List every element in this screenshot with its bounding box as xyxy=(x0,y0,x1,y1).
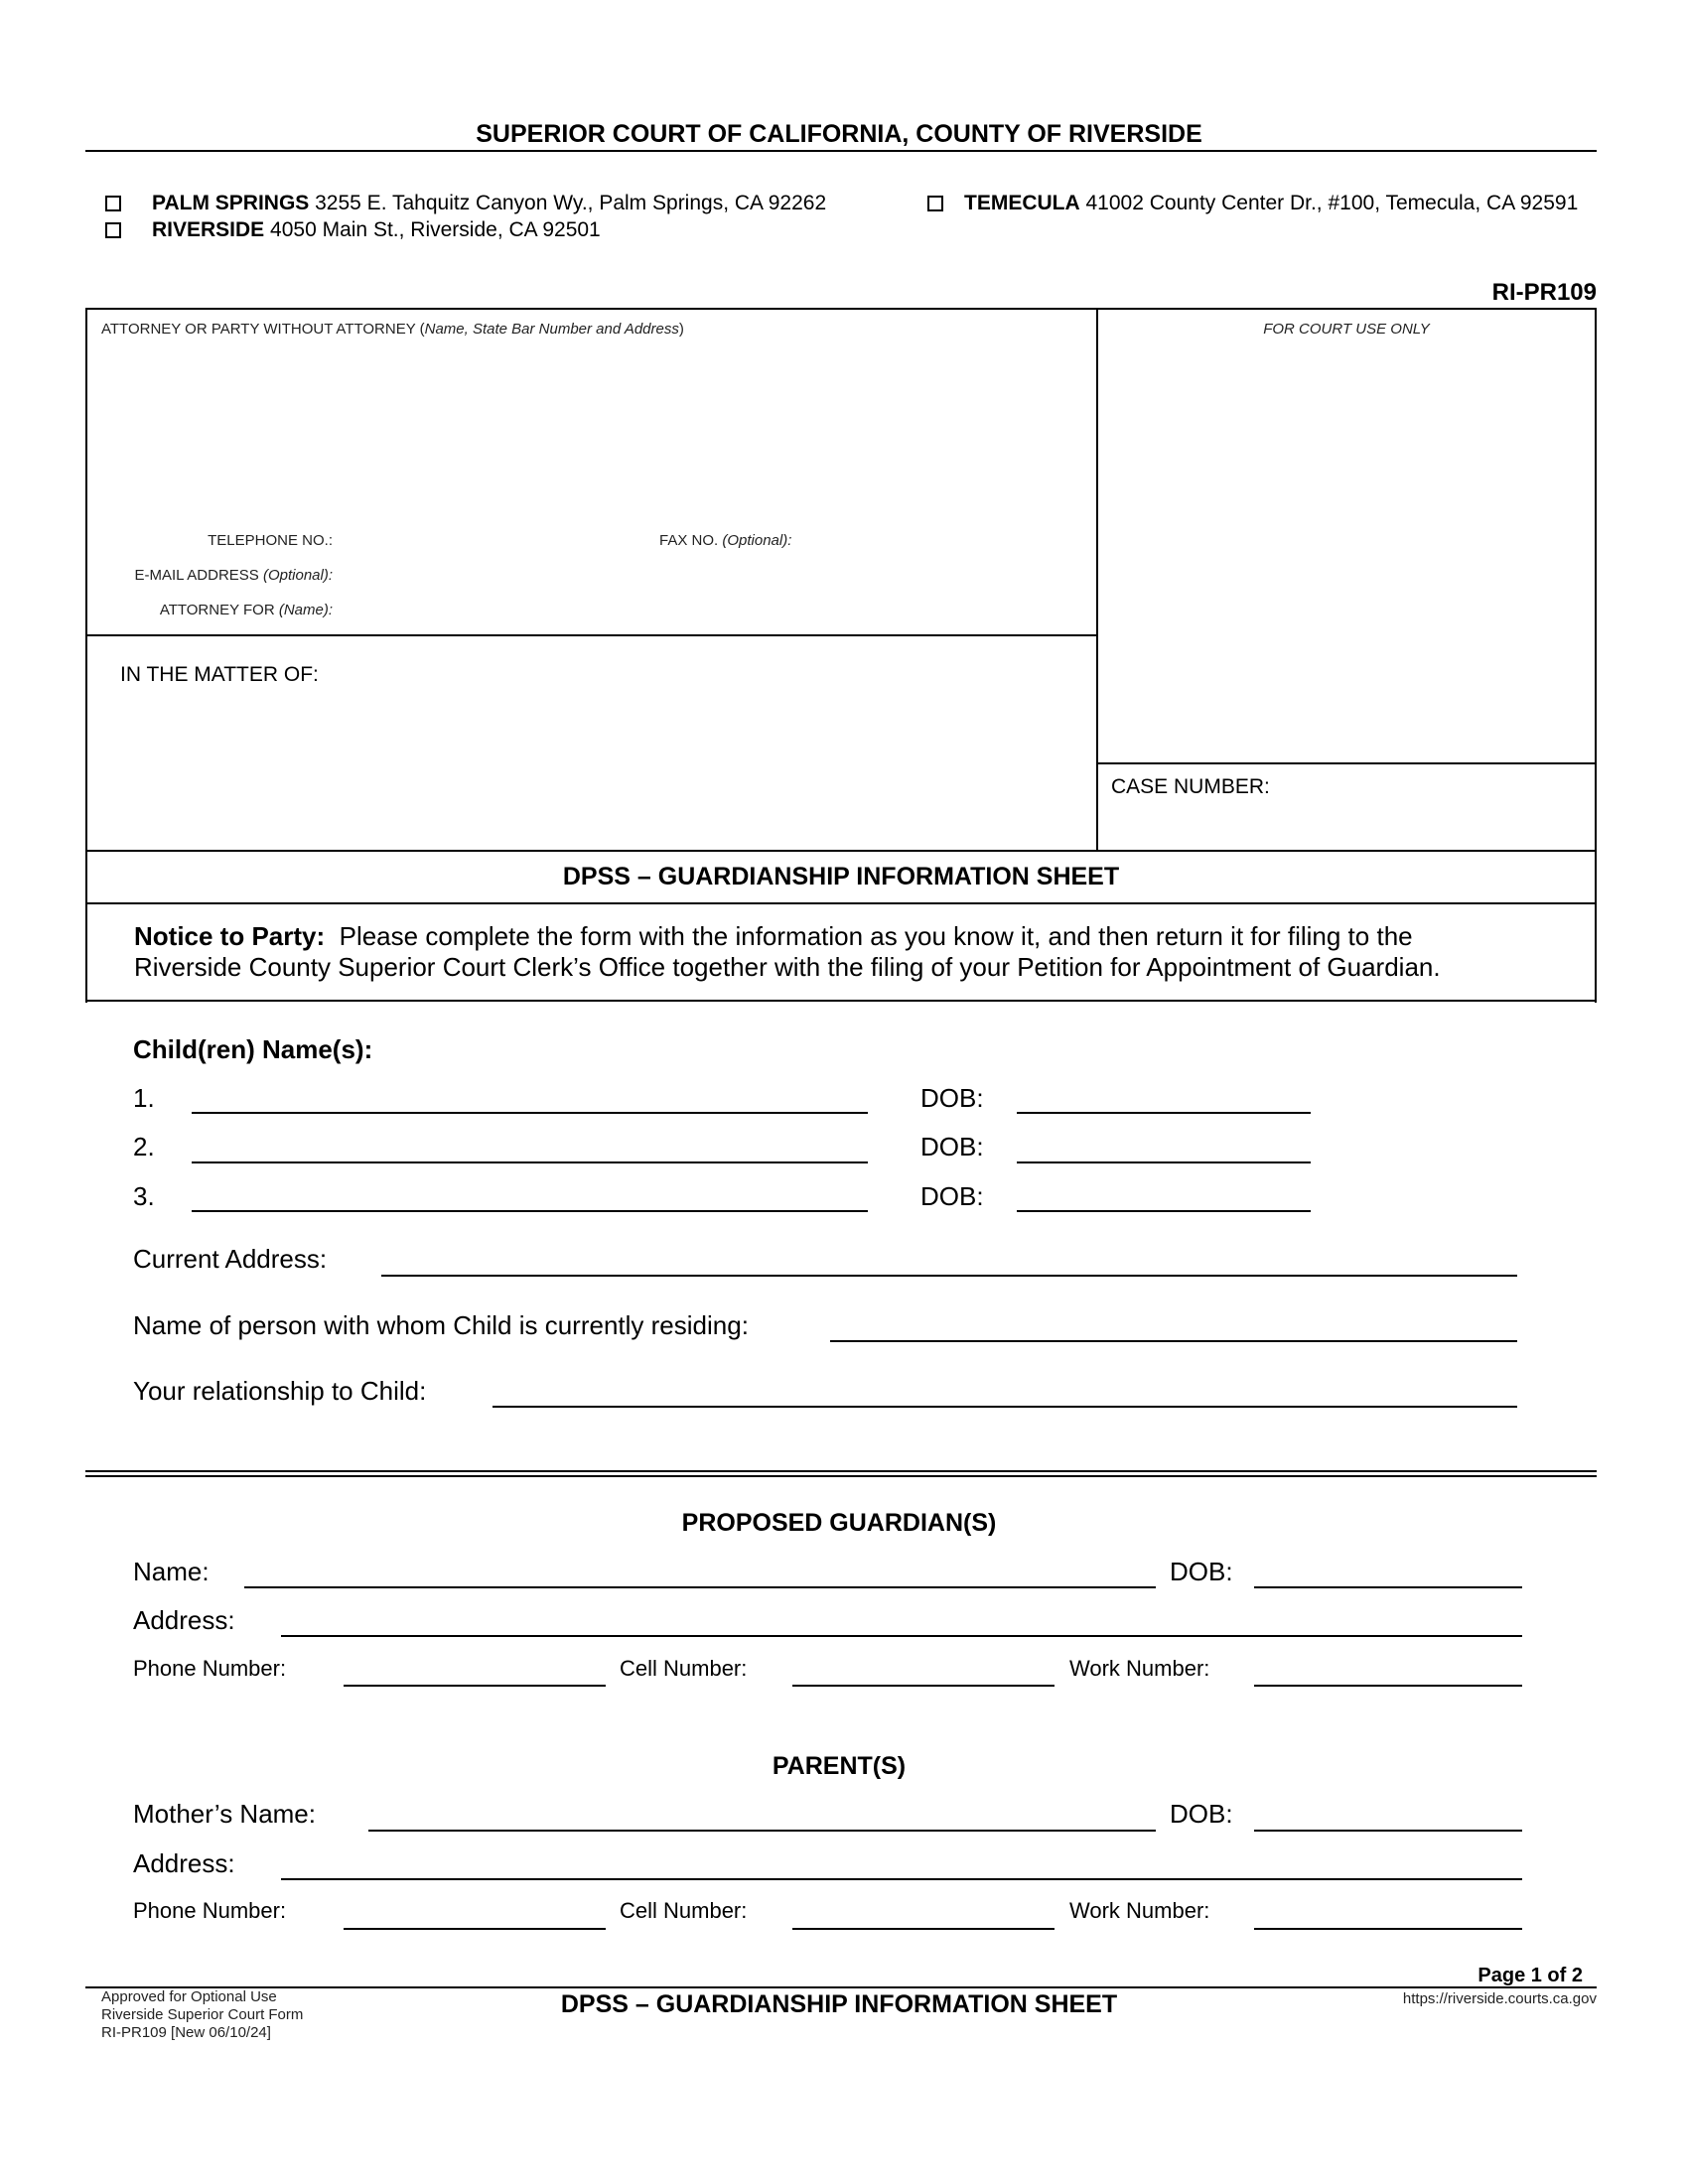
mother-dob-label: DOB: xyxy=(1170,1799,1233,1829)
child-2-dob-field[interactable] xyxy=(1017,1161,1311,1163)
attorney-for-label: ATTORNEY FOR (Name): xyxy=(159,602,333,618)
mother-phone-field[interactable] xyxy=(344,1928,606,1930)
mother-phone-label: Phone Number: xyxy=(133,1898,287,1923)
notice-bottom xyxy=(85,1000,1597,1002)
location-riverside xyxy=(152,218,601,242)
title-bottom xyxy=(85,902,1597,904)
location-name: TEMECULA xyxy=(964,192,1080,214)
guardian-name-label: Name: xyxy=(133,1557,210,1586)
location-name: RIVERSIDE xyxy=(152,218,265,241)
current-address-field[interactable] xyxy=(381,1275,1517,1277)
residing-with-label: Name of person with whom Child is currently residing: xyxy=(133,1310,749,1340)
header-rule xyxy=(85,150,1597,152)
notice-line-1: Notice to Party: Please complete the form with the information as you know it, and then return it for filing to the xyxy=(134,921,1413,951)
child-1-dob-field[interactable] xyxy=(1017,1112,1311,1114)
guardian-cell-field[interactable] xyxy=(792,1685,1055,1687)
form-number: RI-PR109 xyxy=(1491,279,1597,306)
guardian-name-field[interactable] xyxy=(244,1586,1156,1588)
fax-label: FAX NO. (Optional): xyxy=(659,532,792,549)
mother-name-label: Mother’s Name: xyxy=(133,1799,316,1829)
child-row-number: 2. xyxy=(133,1132,155,1161)
caption-top xyxy=(85,308,1597,310)
relationship-field[interactable] xyxy=(492,1406,1517,1408)
footer-url[interactable]: https://riverside.courts.ca.gov xyxy=(1402,1990,1597,2007)
notice-line-2: Riverside County Superior Court Clerk’s Office together with the filing of your Petition for Appointment of Guardian. xyxy=(134,952,1441,982)
attorney-section-bottom xyxy=(85,634,1098,636)
child-dob-label: DOB: xyxy=(920,1181,984,1211)
footer-form-title: DPSS – GUARDIANSHIP INFORMATION SHEET xyxy=(560,1990,1118,2018)
residing-with-field[interactable] xyxy=(830,1340,1517,1342)
matter-of-label: IN THE MATTER OF: xyxy=(120,663,319,686)
caption-bottom xyxy=(85,850,1597,852)
form-title: DPSS – GUARDIANSHIP INFORMATION SHEET xyxy=(562,863,1120,890)
guardian-address-label: Address: xyxy=(133,1605,235,1635)
child-3-name-field[interactable] xyxy=(192,1210,868,1212)
children-heading: Child(ren) Name(s): xyxy=(133,1034,373,1064)
guardian-cell-label: Cell Number: xyxy=(620,1656,748,1681)
location-address: 4050 Main St., Riverside, CA 92501 xyxy=(264,218,601,241)
mother-name-field[interactable] xyxy=(368,1830,1156,1832)
guardian-address-field[interactable] xyxy=(281,1635,1522,1637)
section-rule-1 xyxy=(85,1470,1597,1472)
parents-heading: PARENT(S) xyxy=(772,1752,907,1780)
footer-line: RI-PR109 [New 06/10/24] xyxy=(101,2024,271,2041)
mother-address-field[interactable] xyxy=(281,1878,1522,1880)
temecula-checkbox[interactable] xyxy=(927,196,943,211)
location-name: PALM SPRINGS xyxy=(152,192,310,214)
caption-divider xyxy=(1096,308,1098,852)
attorney-label: ATTORNEY OR PARTY WITHOUT ATTORNEY (Name, State Bar Number and Address) xyxy=(101,321,684,338)
case-number-label: CASE NUMBER: xyxy=(1111,775,1270,798)
location-palm-springs xyxy=(152,192,826,215)
caption-right xyxy=(1595,308,1597,1003)
guardian-phone-field[interactable] xyxy=(344,1685,606,1687)
case-number-top xyxy=(1096,762,1597,764)
child-3-dob-field[interactable] xyxy=(1017,1210,1311,1212)
mother-dob-field[interactable] xyxy=(1254,1830,1522,1832)
child-dob-label: DOB: xyxy=(920,1083,984,1113)
child-1-name-field[interactable] xyxy=(192,1112,868,1114)
mother-work-label: Work Number: xyxy=(1069,1898,1210,1923)
section-rule-2 xyxy=(85,1475,1597,1477)
location-address: 3255 E. Tahquitz Canyon Wy., Palm Springs, CA 92262 xyxy=(309,192,827,214)
relationship-label: Your relationship to Child: xyxy=(133,1376,427,1406)
mother-cell-field[interactable] xyxy=(792,1928,1055,1930)
guardian-work-label: Work Number: xyxy=(1069,1656,1210,1681)
footer-line: Riverside Superior Court Form xyxy=(101,2006,304,2023)
telephone-label: TELEPHONE NO.: xyxy=(208,532,333,549)
guardian-phone-label: Phone Number: xyxy=(133,1656,287,1681)
footer-rule xyxy=(85,1986,1597,1988)
current-address-label: Current Address: xyxy=(133,1244,328,1274)
child-2-name-field[interactable] xyxy=(192,1161,868,1163)
court-use-label: FOR COURT USE ONLY xyxy=(1263,321,1430,338)
mother-cell-label: Cell Number: xyxy=(620,1898,748,1923)
child-row-number: 1. xyxy=(133,1083,155,1113)
guardian-dob-label: DOB: xyxy=(1170,1557,1233,1586)
footer-line: Approved for Optional Use xyxy=(101,1988,277,2005)
mother-work-field[interactable] xyxy=(1254,1928,1522,1930)
location-address: 41002 County Center Dr., #100, Temecula, CA 92591 xyxy=(1079,192,1579,214)
court-title: SUPERIOR COURT OF CALIFORNIA, COUNTY OF RIVERSIDE xyxy=(476,120,1202,148)
child-dob-label: DOB: xyxy=(920,1132,984,1161)
notice-to-party xyxy=(134,921,1584,983)
page-number: Page 1 of 2 xyxy=(1477,1965,1583,1986)
child-row-number: 3. xyxy=(133,1181,155,1211)
palm-springs-checkbox[interactable] xyxy=(105,196,121,211)
guardian-dob-field[interactable] xyxy=(1254,1586,1522,1588)
guardian-work-field[interactable] xyxy=(1254,1685,1522,1687)
riverside-checkbox[interactable] xyxy=(105,222,121,238)
location-temecula xyxy=(964,192,1578,215)
guardian-heading: PROPOSED GUARDIAN(S) xyxy=(681,1509,997,1537)
email-label: E-MAIL ADDRESS (Optional): xyxy=(134,567,333,584)
caption-left xyxy=(85,308,87,1003)
mother-address-label: Address: xyxy=(133,1848,235,1878)
